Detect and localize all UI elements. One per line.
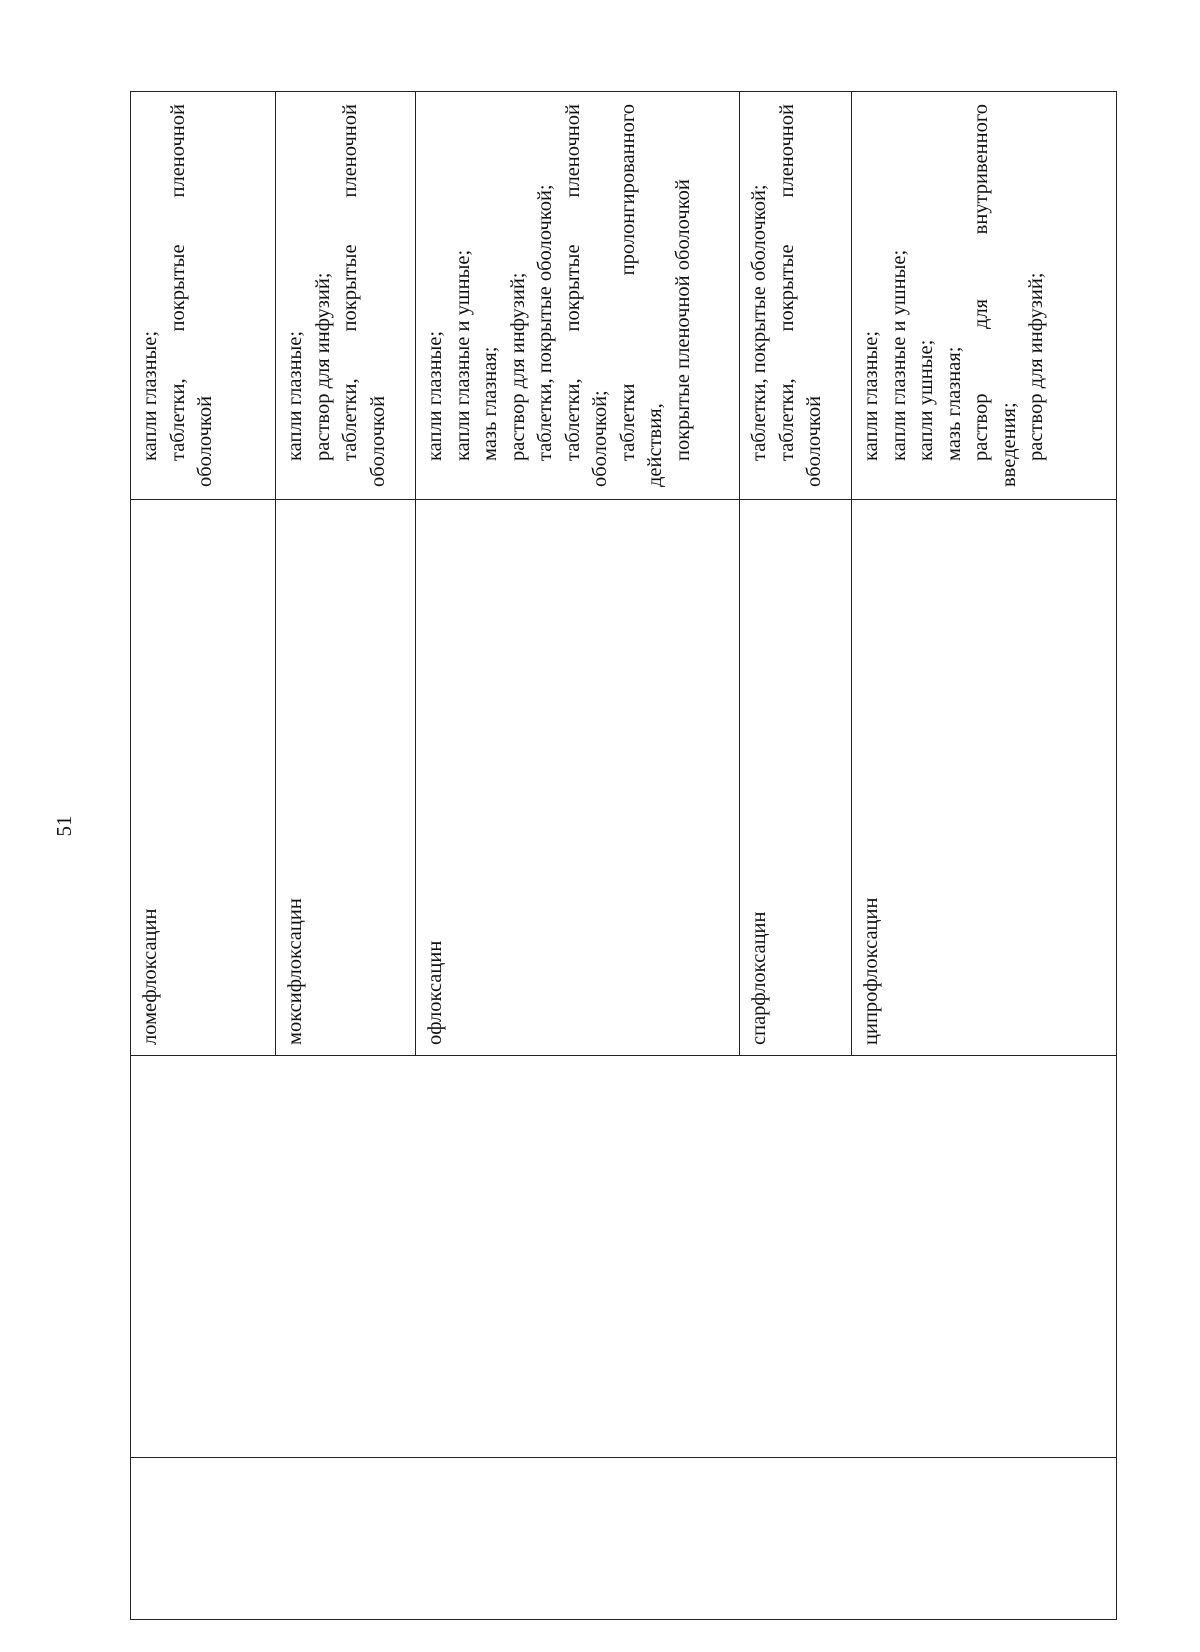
dosage-form-line: таблетки, покрытые пленочной — [775, 104, 798, 461]
dosage-form-line: покрытые пленочной оболочкой — [671, 179, 694, 461]
dosage-form-line: оболочкой; — [589, 390, 611, 487]
drug-name-cell: моксифлоксацин — [276, 500, 416, 1056]
dosage-form-line: капли глазные и ушные; — [887, 249, 910, 461]
dosage-form-line: оболочкой — [194, 395, 216, 487]
code-cell — [131, 1458, 1117, 1620]
dosage-form-line: таблетки, покрытые пленочной — [339, 104, 361, 461]
dosage-form-line: капли ушные; — [915, 339, 937, 461]
dosage-form-line: таблетки пролонгированного — [616, 104, 639, 461]
table-row — [131, 92, 276, 1620]
medication-table — [130, 91, 1117, 1620]
dosage-form-line: капли глазные; — [860, 330, 882, 461]
dosage-forms-cell — [740, 92, 852, 500]
drug-name-cell: ломефлоксацин — [131, 500, 276, 1056]
dosage-form-line: раствор для инфузий; — [506, 272, 529, 461]
dosage-form-line: таблетки, покрытые пленочной — [166, 104, 189, 461]
drug-name-cell: спарфлоксацин — [740, 500, 852, 1056]
dosage-form-line: капли глазные; — [424, 330, 446, 461]
dosage-form-line: капли глазные и ушные; — [451, 249, 474, 461]
drug-name-cell: ципрофлоксацин — [852, 500, 1117, 1056]
dosage-form-line: оболочкой — [366, 395, 389, 487]
dosage-form-line: мазь глазная; — [479, 346, 501, 461]
dosage-forms-cell — [852, 92, 1117, 500]
dosage-form-line: таблетки, покрытые оболочкой; — [534, 184, 556, 461]
dosage-form-line: таблетки, покрытые пленочной — [561, 104, 584, 461]
dosage-form-line: раствор для внутривенного — [970, 104, 992, 461]
drug-name-cell: офлоксацин — [416, 500, 740, 1056]
landscape-content — [130, 92, 1116, 1620]
dosage-form-line: оболочкой — [803, 395, 825, 487]
rotated-page — [130, 92, 1116, 1620]
dosage-form-line: раствор для инфузий; — [311, 272, 334, 461]
dosage-forms-cell — [276, 92, 416, 500]
group-cell — [131, 1056, 1117, 1458]
dosage-form-line: раствор для инфузий; — [1025, 272, 1047, 461]
dosage-form-line: действия, — [644, 403, 666, 487]
dosage-form-line: капли глазные; — [284, 330, 306, 461]
page-number: 51 — [52, 815, 76, 837]
dosage-forms-cell — [416, 92, 740, 500]
dosage-forms-cell — [131, 92, 276, 500]
dosage-form-line: мазь глазная; — [942, 346, 965, 461]
dosage-form-line: капли глазные; — [139, 330, 161, 461]
dosage-form-line: таблетки, покрытые оболочкой; — [748, 184, 770, 461]
dosage-form-line: введения; — [997, 402, 1020, 487]
